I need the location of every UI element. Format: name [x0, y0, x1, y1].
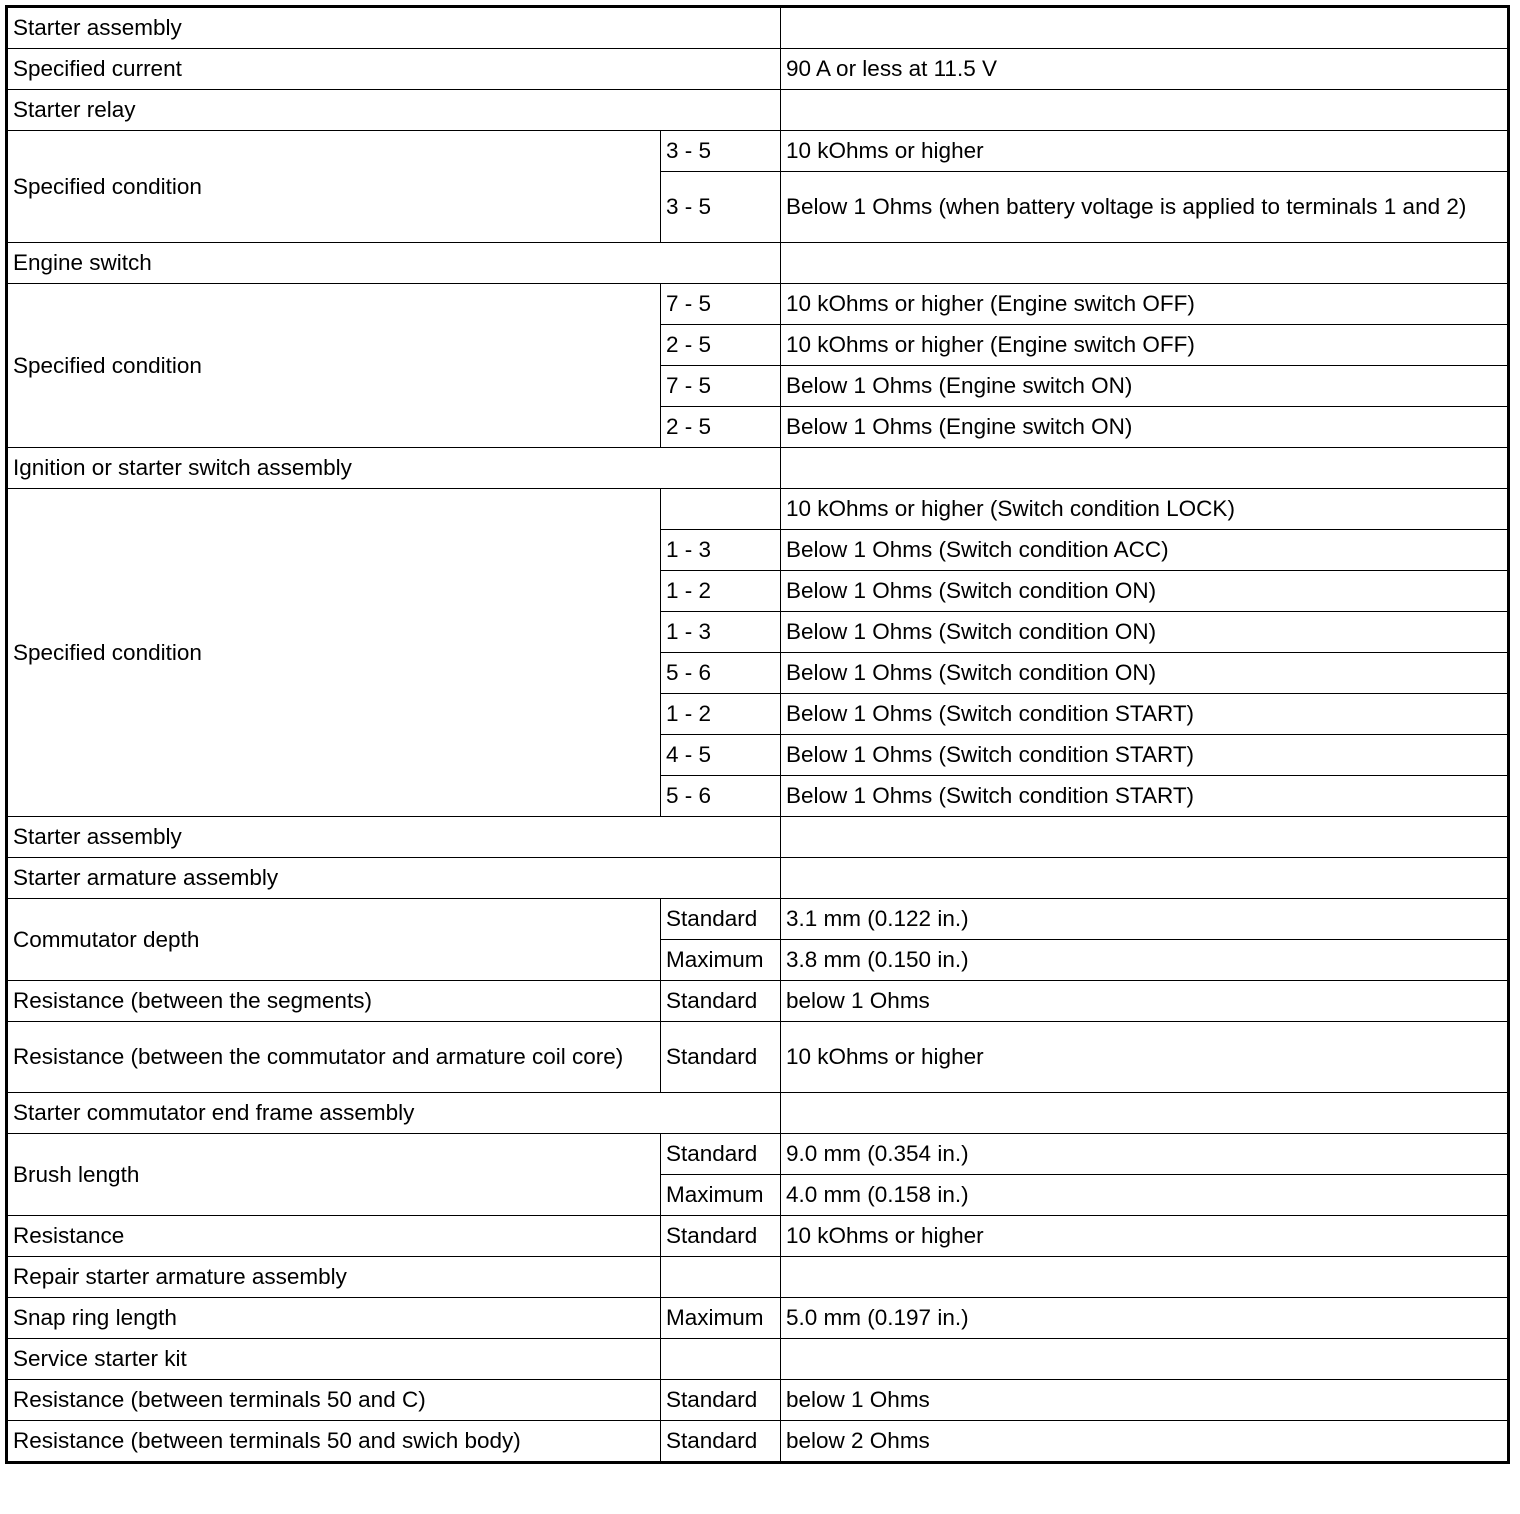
spec-value: below 1 Ohms — [781, 1380, 1509, 1421]
spec-value: Below 1 Ohms (Switch condition START) — [781, 735, 1509, 776]
spec-value: Below 1 Ohms (when battery voltage is applied to terminals 1 and 2) — [781, 172, 1509, 243]
section-header-row — [7, 7, 1509, 49]
section-title: Starter assembly — [7, 817, 781, 858]
spec-label: Commutator depth — [7, 899, 661, 981]
spec-terminal: Standard — [661, 1216, 781, 1257]
section-header-row — [7, 90, 1509, 131]
section-title: Engine switch — [7, 243, 781, 284]
spec-value: 10 kOhms or higher (Switch condition LOCK) — [781, 489, 1509, 530]
spec-value: Below 1 Ohms (Engine switch ON) — [781, 407, 1509, 448]
spec-value: 10 kOhms or higher (Engine switch OFF) — [781, 325, 1509, 366]
spec-row — [7, 1380, 1509, 1421]
spec-terminal: 4 - 5 — [661, 735, 781, 776]
spec-row — [7, 1298, 1509, 1339]
spec-value: 3.8 mm (0.150 in.) — [781, 940, 1509, 981]
spec-value: 3.1 mm (0.122 in.) — [781, 899, 1509, 940]
section-header-row — [7, 858, 1509, 899]
spec-value-cell — [781, 817, 1509, 858]
spec-terminal: 3 - 5 — [661, 172, 781, 243]
spec-row — [7, 1022, 1509, 1093]
spec-value: 9.0 mm (0.354 in.) — [781, 1134, 1509, 1175]
spec-terminal: Standard — [661, 981, 781, 1022]
spec-label: Service starter kit — [7, 1339, 661, 1380]
spec-value: 5.0 mm (0.197 in.) — [781, 1298, 1509, 1339]
spec-terminal: 1 - 2 — [661, 694, 781, 735]
spec-terminal — [661, 1339, 781, 1380]
spec-label: Repair starter armature assembly — [7, 1257, 661, 1298]
section-title: Starter relay — [7, 90, 781, 131]
spec-terminal: Standard — [661, 1134, 781, 1175]
spec-value: 10 kOhms or higher — [781, 131, 1509, 172]
spec-label: Resistance (between terminals 50 and swich body) — [7, 1421, 661, 1463]
spec-label: Resistance (between the segments) — [7, 981, 661, 1022]
spec-terminal: Standard — [661, 1022, 781, 1093]
spec-value: below 2 Ohms — [781, 1421, 1509, 1463]
section-header-row — [7, 243, 1509, 284]
spec-terminal: 1 - 3 — [661, 530, 781, 571]
section-header-row — [7, 448, 1509, 489]
spec-value: 4.0 mm (0.158 in.) — [781, 1175, 1509, 1216]
spec-terminal: Standard — [661, 899, 781, 940]
spec-row — [7, 981, 1509, 1022]
spec-value: Below 1 Ohms (Switch condition START) — [781, 776, 1509, 817]
spec-terminal: Standard — [661, 1421, 781, 1463]
section-title: Starter armature assembly — [7, 858, 781, 899]
spec-value: Below 1 Ohms (Switch condition ACC) — [781, 530, 1509, 571]
spec-row — [7, 1339, 1509, 1380]
spec-terminal: 5 - 6 — [661, 776, 781, 817]
spec-value-cell — [781, 1093, 1509, 1134]
spec-row — [7, 284, 1509, 325]
spec-row — [7, 1257, 1509, 1298]
spec-label: Brush length — [7, 1134, 661, 1216]
spec-terminal: 2 - 5 — [661, 407, 781, 448]
spec-row — [7, 1216, 1509, 1257]
spec-terminal: Maximum — [661, 1175, 781, 1216]
spec-terminal: Maximum — [661, 940, 781, 981]
spec-row — [7, 131, 1509, 172]
spec-value-cell — [781, 448, 1509, 489]
spec-label: Specified current — [7, 49, 781, 90]
spec-label: Resistance (between the commutator and armature coil core) — [7, 1022, 661, 1093]
spec-terminal: 1 - 3 — [661, 612, 781, 653]
spec-value: 10 kOhms or higher — [781, 1216, 1509, 1257]
spec-value: Below 1 Ohms (Engine switch ON) — [781, 366, 1509, 407]
spec-terminal: Standard — [661, 1380, 781, 1421]
spec-terminal: 7 - 5 — [661, 284, 781, 325]
spec-label: Snap ring length — [7, 1298, 661, 1339]
section-header-row — [7, 1093, 1509, 1134]
spec-terminal: 2 - 5 — [661, 325, 781, 366]
spec-value — [781, 1339, 1509, 1380]
spec-value: Below 1 Ohms (Switch condition ON) — [781, 571, 1509, 612]
spec-label: Specified condition — [7, 489, 661, 817]
spec-value: Below 1 Ohms (Switch condition START) — [781, 694, 1509, 735]
spec-row — [7, 1134, 1509, 1175]
spec-terminal: 5 - 6 — [661, 653, 781, 694]
starter-spec-table — [5, 5, 1510, 1464]
spec-row — [7, 899, 1509, 940]
spec-label: Resistance (between terminals 50 and C) — [7, 1380, 661, 1421]
spec-value-cell — [781, 7, 1509, 49]
spec-value: 10 kOhms or higher (Engine switch OFF) — [781, 284, 1509, 325]
spec-value: Below 1 Ohms (Switch condition ON) — [781, 653, 1509, 694]
spec-value: 90 A or less at 11.5 V — [781, 49, 1509, 90]
spec-terminal: 7 - 5 — [661, 366, 781, 407]
section-header-row — [7, 817, 1509, 858]
spec-label: Specified condition — [7, 284, 661, 448]
spec-row — [7, 489, 1509, 530]
spec-value — [781, 1257, 1509, 1298]
spec-value-cell — [781, 858, 1509, 899]
spec-label: Specified condition — [7, 131, 661, 243]
section-title: Ignition or starter switch assembly — [7, 448, 781, 489]
spec-value: 10 kOhms or higher — [781, 1022, 1509, 1093]
spec-value: below 1 Ohms — [781, 981, 1509, 1022]
spec-row — [7, 1421, 1509, 1463]
spec-terminal — [661, 1257, 781, 1298]
section-title: Starter commutator end frame assembly — [7, 1093, 781, 1134]
spec-label: Resistance — [7, 1216, 661, 1257]
spec-terminal: 1 - 2 — [661, 571, 781, 612]
spec-terminal: Maximum — [661, 1298, 781, 1339]
section-title: Starter assembly — [7, 7, 781, 49]
spec-value: Below 1 Ohms (Switch condition ON) — [781, 612, 1509, 653]
spec-value-cell — [781, 243, 1509, 284]
spec-terminal — [661, 489, 781, 530]
spec-value-cell — [781, 90, 1509, 131]
spec-row — [7, 49, 1509, 90]
spec-terminal: 3 - 5 — [661, 131, 781, 172]
